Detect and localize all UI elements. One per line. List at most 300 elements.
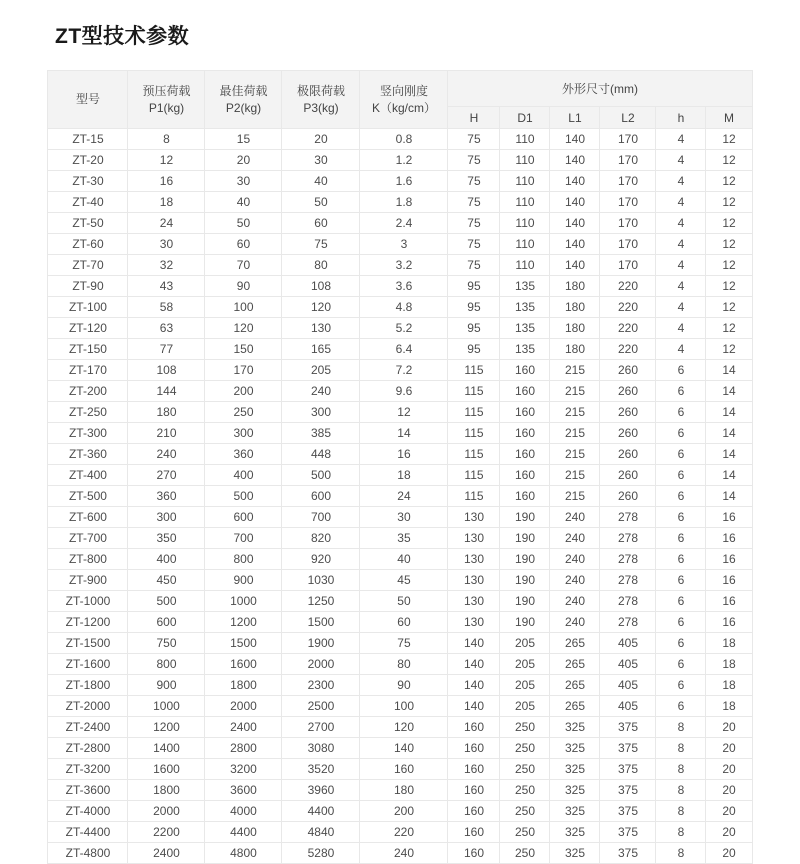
value-cell: 2000 bbox=[205, 696, 282, 717]
header-preload bbox=[128, 71, 205, 129]
value-cell: 4 bbox=[656, 171, 706, 192]
header-best-load-line1: 最佳荷载 bbox=[219, 83, 268, 98]
table-row bbox=[48, 402, 752, 423]
value-cell: 14 bbox=[706, 381, 752, 402]
model-cell: ZT-3600 bbox=[48, 780, 128, 801]
value-cell: 6 bbox=[656, 549, 706, 570]
table-row bbox=[48, 780, 752, 801]
header-model bbox=[48, 71, 128, 129]
value-cell: 18 bbox=[360, 465, 448, 486]
value-cell: 20 bbox=[706, 759, 752, 780]
value-cell: 160 bbox=[500, 465, 550, 486]
header-stiffness-line1: 竖向刚度 bbox=[379, 83, 428, 98]
value-cell: 900 bbox=[128, 675, 205, 696]
value-cell: 170 bbox=[600, 192, 656, 213]
table-row bbox=[48, 192, 752, 213]
value-cell: 250 bbox=[500, 738, 550, 759]
value-cell: 2200 bbox=[128, 822, 205, 843]
header-limit-load bbox=[282, 71, 360, 129]
value-cell: 110 bbox=[500, 171, 550, 192]
model-cell: ZT-360 bbox=[48, 444, 128, 465]
value-cell: 75 bbox=[448, 234, 500, 255]
value-cell: 325 bbox=[550, 843, 600, 864]
value-cell: 6 bbox=[656, 486, 706, 507]
value-cell: 205 bbox=[500, 696, 550, 717]
value-cell: 160 bbox=[500, 444, 550, 465]
value-cell: 170 bbox=[600, 213, 656, 234]
value-cell: 165 bbox=[282, 339, 360, 360]
header-best-load bbox=[205, 71, 282, 129]
model-cell: ZT-1200 bbox=[48, 612, 128, 633]
model-cell: ZT-40 bbox=[48, 192, 128, 213]
value-cell: 240 bbox=[128, 444, 205, 465]
value-cell: 14 bbox=[706, 444, 752, 465]
value-cell: 75 bbox=[448, 129, 500, 150]
value-cell: 400 bbox=[205, 465, 282, 486]
value-cell: 180 bbox=[550, 339, 600, 360]
value-cell: 75 bbox=[448, 255, 500, 276]
value-cell: 75 bbox=[448, 171, 500, 192]
model-cell: ZT-400 bbox=[48, 465, 128, 486]
value-cell: 700 bbox=[282, 507, 360, 528]
header-dimensions: 外形尺寸(mm) bbox=[448, 71, 752, 107]
value-cell: 180 bbox=[360, 780, 448, 801]
value-cell: 6 bbox=[656, 507, 706, 528]
value-cell: 1900 bbox=[282, 633, 360, 654]
table-row bbox=[48, 633, 752, 654]
value-cell: 240 bbox=[550, 570, 600, 591]
value-cell: 8 bbox=[656, 801, 706, 822]
value-cell: 205 bbox=[282, 360, 360, 381]
value-cell: 50 bbox=[360, 591, 448, 612]
value-cell: 140 bbox=[550, 150, 600, 171]
value-cell: 1600 bbox=[128, 759, 205, 780]
value-cell: 108 bbox=[128, 360, 205, 381]
value-cell: 20 bbox=[706, 822, 752, 843]
value-cell: 115 bbox=[448, 465, 500, 486]
value-cell: 43 bbox=[128, 276, 205, 297]
table-row bbox=[48, 801, 752, 822]
value-cell: 600 bbox=[128, 612, 205, 633]
value-cell: 4 bbox=[656, 129, 706, 150]
value-cell: 7.2 bbox=[360, 360, 448, 381]
value-cell: 220 bbox=[600, 339, 656, 360]
value-cell: 2800 bbox=[205, 738, 282, 759]
value-cell: 140 bbox=[550, 192, 600, 213]
value-cell: 190 bbox=[500, 528, 550, 549]
value-cell: 6 bbox=[656, 612, 706, 633]
value-cell: 1200 bbox=[128, 717, 205, 738]
value-cell: 50 bbox=[282, 192, 360, 213]
value-cell: 15 bbox=[205, 129, 282, 150]
value-cell: 135 bbox=[500, 339, 550, 360]
value-cell: 20 bbox=[706, 801, 752, 822]
header-preload-line1: 预压荷载 bbox=[142, 83, 191, 98]
value-cell: 1800 bbox=[205, 675, 282, 696]
value-cell: 24 bbox=[128, 213, 205, 234]
value-cell: 160 bbox=[448, 759, 500, 780]
value-cell: 80 bbox=[360, 654, 448, 675]
value-cell: 32 bbox=[128, 255, 205, 276]
header-model-label: 型号 bbox=[75, 92, 100, 106]
value-cell: 270 bbox=[128, 465, 205, 486]
value-cell: 6 bbox=[656, 654, 706, 675]
value-cell: 405 bbox=[600, 654, 656, 675]
value-cell: 130 bbox=[448, 549, 500, 570]
value-cell: 4 bbox=[656, 255, 706, 276]
model-cell: ZT-500 bbox=[48, 486, 128, 507]
table-row bbox=[48, 612, 752, 633]
value-cell: 3520 bbox=[282, 759, 360, 780]
value-cell: 6 bbox=[656, 465, 706, 486]
value-cell: 278 bbox=[600, 591, 656, 612]
value-cell: 180 bbox=[550, 297, 600, 318]
table-row bbox=[48, 465, 752, 486]
table-row bbox=[48, 276, 752, 297]
table-row bbox=[48, 381, 752, 402]
model-cell: ZT-90 bbox=[48, 276, 128, 297]
value-cell: 140 bbox=[448, 654, 500, 675]
model-cell: ZT-3200 bbox=[48, 759, 128, 780]
value-cell: 30 bbox=[282, 150, 360, 171]
value-cell: 20 bbox=[706, 843, 752, 864]
value-cell: 250 bbox=[205, 402, 282, 423]
model-cell: ZT-1000 bbox=[48, 591, 128, 612]
value-cell: 240 bbox=[550, 549, 600, 570]
value-cell: 450 bbox=[128, 570, 205, 591]
value-cell: 215 bbox=[550, 423, 600, 444]
table-row bbox=[48, 423, 752, 444]
value-cell: 1.8 bbox=[360, 192, 448, 213]
value-cell: 6 bbox=[656, 528, 706, 549]
table-row bbox=[48, 591, 752, 612]
value-cell: 4 bbox=[656, 318, 706, 339]
value-cell: 2400 bbox=[128, 843, 205, 864]
value-cell: 1500 bbox=[282, 612, 360, 633]
model-cell: ZT-70 bbox=[48, 255, 128, 276]
value-cell: 325 bbox=[550, 717, 600, 738]
value-cell: 14 bbox=[706, 402, 752, 423]
value-cell: 130 bbox=[448, 528, 500, 549]
value-cell: 20 bbox=[282, 129, 360, 150]
value-cell: 120 bbox=[205, 318, 282, 339]
value-cell: 325 bbox=[550, 738, 600, 759]
value-cell: 278 bbox=[600, 549, 656, 570]
value-cell: 325 bbox=[550, 780, 600, 801]
value-cell: 250 bbox=[500, 843, 550, 864]
value-cell: 95 bbox=[448, 339, 500, 360]
value-cell: 215 bbox=[550, 381, 600, 402]
value-cell: 240 bbox=[550, 528, 600, 549]
value-cell: 6 bbox=[656, 360, 706, 381]
value-cell: 220 bbox=[360, 822, 448, 843]
value-cell: 6 bbox=[656, 570, 706, 591]
header-best-load-line2: P2(kg) bbox=[225, 100, 262, 115]
value-cell: 35 bbox=[360, 528, 448, 549]
value-cell: 215 bbox=[550, 360, 600, 381]
value-cell: 1000 bbox=[205, 591, 282, 612]
value-cell: 130 bbox=[448, 507, 500, 528]
value-cell: 100 bbox=[205, 297, 282, 318]
value-cell: 50 bbox=[205, 213, 282, 234]
value-cell: 4840 bbox=[282, 822, 360, 843]
value-cell: 600 bbox=[282, 486, 360, 507]
value-cell: 16 bbox=[706, 612, 752, 633]
value-cell: 12 bbox=[706, 255, 752, 276]
value-cell: 40 bbox=[282, 171, 360, 192]
value-cell: 12 bbox=[706, 276, 752, 297]
value-cell: 4 bbox=[656, 192, 706, 213]
value-cell: 95 bbox=[448, 297, 500, 318]
value-cell: 190 bbox=[500, 570, 550, 591]
table-row bbox=[48, 213, 752, 234]
value-cell: 405 bbox=[600, 633, 656, 654]
model-cell: ZT-900 bbox=[48, 570, 128, 591]
value-cell: 30 bbox=[128, 234, 205, 255]
value-cell: 144 bbox=[128, 381, 205, 402]
value-cell: 1600 bbox=[205, 654, 282, 675]
header-stiffness bbox=[360, 71, 448, 129]
value-cell: 18 bbox=[706, 633, 752, 654]
value-cell: 170 bbox=[600, 171, 656, 192]
model-cell: ZT-1500 bbox=[48, 633, 128, 654]
value-cell: 135 bbox=[500, 297, 550, 318]
value-cell: 1000 bbox=[128, 696, 205, 717]
value-cell: 110 bbox=[500, 150, 550, 171]
value-cell: 80 bbox=[282, 255, 360, 276]
value-cell: 20 bbox=[205, 150, 282, 171]
value-cell: 4400 bbox=[205, 822, 282, 843]
value-cell: 110 bbox=[500, 129, 550, 150]
value-cell: 190 bbox=[500, 591, 550, 612]
table-row bbox=[48, 759, 752, 780]
model-cell: ZT-15 bbox=[48, 129, 128, 150]
value-cell: 360 bbox=[205, 444, 282, 465]
value-cell: 820 bbox=[282, 528, 360, 549]
value-cell: 250 bbox=[500, 801, 550, 822]
value-cell: 60 bbox=[360, 612, 448, 633]
value-cell: 215 bbox=[550, 465, 600, 486]
table-row bbox=[48, 507, 752, 528]
value-cell: 75 bbox=[360, 633, 448, 654]
value-cell: 375 bbox=[600, 717, 656, 738]
value-cell: 250 bbox=[500, 759, 550, 780]
table-row bbox=[48, 360, 752, 381]
value-cell: 278 bbox=[600, 528, 656, 549]
value-cell: 12 bbox=[128, 150, 205, 171]
value-cell: 3 bbox=[360, 234, 448, 255]
header-row-1 bbox=[48, 71, 752, 107]
value-cell: 160 bbox=[448, 843, 500, 864]
value-cell: 160 bbox=[448, 717, 500, 738]
value-cell: 260 bbox=[600, 381, 656, 402]
value-cell: 1200 bbox=[205, 612, 282, 633]
value-cell: 900 bbox=[205, 570, 282, 591]
model-cell: ZT-300 bbox=[48, 423, 128, 444]
value-cell: 800 bbox=[205, 549, 282, 570]
value-cell: 325 bbox=[550, 801, 600, 822]
table-row bbox=[48, 822, 752, 843]
value-cell: 4 bbox=[656, 213, 706, 234]
value-cell: 220 bbox=[600, 276, 656, 297]
value-cell: 2000 bbox=[282, 654, 360, 675]
value-cell: 63 bbox=[128, 318, 205, 339]
model-cell: ZT-2000 bbox=[48, 696, 128, 717]
value-cell: 30 bbox=[360, 507, 448, 528]
value-cell: 4 bbox=[656, 339, 706, 360]
value-cell: 140 bbox=[550, 234, 600, 255]
table-row bbox=[48, 444, 752, 465]
value-cell: 8 bbox=[656, 759, 706, 780]
value-cell: 260 bbox=[600, 444, 656, 465]
table-row bbox=[48, 318, 752, 339]
value-cell: 325 bbox=[550, 759, 600, 780]
model-cell: ZT-50 bbox=[48, 213, 128, 234]
value-cell: 40 bbox=[205, 192, 282, 213]
header-dim-D1: D1 bbox=[500, 107, 550, 129]
value-cell: 160 bbox=[500, 402, 550, 423]
value-cell: 405 bbox=[600, 696, 656, 717]
value-cell: 110 bbox=[500, 255, 550, 276]
value-cell: 1.2 bbox=[360, 150, 448, 171]
value-cell: 5280 bbox=[282, 843, 360, 864]
value-cell: 115 bbox=[448, 423, 500, 444]
value-cell: 12 bbox=[706, 339, 752, 360]
value-cell: 300 bbox=[205, 423, 282, 444]
value-cell: 140 bbox=[448, 696, 500, 717]
table-row bbox=[48, 171, 752, 192]
model-cell: ZT-700 bbox=[48, 528, 128, 549]
value-cell: 250 bbox=[500, 780, 550, 801]
value-cell: 300 bbox=[128, 507, 205, 528]
value-cell: 110 bbox=[500, 192, 550, 213]
value-cell: 260 bbox=[600, 360, 656, 381]
value-cell: 215 bbox=[550, 402, 600, 423]
value-cell: 170 bbox=[600, 129, 656, 150]
value-cell: 360 bbox=[128, 486, 205, 507]
value-cell: 1250 bbox=[282, 591, 360, 612]
table-row bbox=[48, 486, 752, 507]
value-cell: 4400 bbox=[282, 801, 360, 822]
value-cell: 160 bbox=[500, 423, 550, 444]
model-cell: ZT-4000 bbox=[48, 801, 128, 822]
value-cell: 14 bbox=[706, 486, 752, 507]
model-cell: ZT-1600 bbox=[48, 654, 128, 675]
header-dim-H: H bbox=[448, 107, 500, 129]
value-cell: 1.6 bbox=[360, 171, 448, 192]
value-cell: 160 bbox=[500, 486, 550, 507]
value-cell: 9.6 bbox=[360, 381, 448, 402]
value-cell: 150 bbox=[205, 339, 282, 360]
value-cell: 130 bbox=[448, 612, 500, 633]
value-cell: 240 bbox=[360, 843, 448, 864]
value-cell: 18 bbox=[706, 696, 752, 717]
value-cell: 95 bbox=[448, 318, 500, 339]
value-cell: 140 bbox=[550, 213, 600, 234]
value-cell: 160 bbox=[448, 801, 500, 822]
value-cell: 8 bbox=[656, 780, 706, 801]
value-cell: 200 bbox=[360, 801, 448, 822]
value-cell: 3080 bbox=[282, 738, 360, 759]
value-cell: 6 bbox=[656, 696, 706, 717]
model-cell: ZT-200 bbox=[48, 381, 128, 402]
value-cell: 180 bbox=[550, 318, 600, 339]
value-cell: 14 bbox=[706, 423, 752, 444]
value-cell: 4 bbox=[656, 150, 706, 171]
value-cell: 4 bbox=[656, 276, 706, 297]
table-row bbox=[48, 696, 752, 717]
model-cell: ZT-4400 bbox=[48, 822, 128, 843]
header-dim-M: M bbox=[706, 107, 752, 129]
table-body bbox=[48, 129, 752, 864]
value-cell: 8 bbox=[656, 717, 706, 738]
value-cell: 140 bbox=[550, 129, 600, 150]
value-cell: 6 bbox=[656, 675, 706, 696]
header-dim-h: h bbox=[656, 107, 706, 129]
value-cell: 115 bbox=[448, 486, 500, 507]
value-cell: 140 bbox=[550, 171, 600, 192]
model-cell: ZT-30 bbox=[48, 171, 128, 192]
value-cell: 278 bbox=[600, 612, 656, 633]
value-cell: 700 bbox=[205, 528, 282, 549]
value-cell: 12 bbox=[706, 150, 752, 171]
value-cell: 16 bbox=[706, 549, 752, 570]
value-cell: 3200 bbox=[205, 759, 282, 780]
value-cell: 240 bbox=[282, 381, 360, 402]
value-cell: 205 bbox=[500, 654, 550, 675]
value-cell: 6 bbox=[656, 402, 706, 423]
value-cell: 205 bbox=[500, 633, 550, 654]
value-cell: 385 bbox=[282, 423, 360, 444]
value-cell: 220 bbox=[600, 297, 656, 318]
value-cell: 14 bbox=[706, 465, 752, 486]
value-cell: 90 bbox=[205, 276, 282, 297]
table-row bbox=[48, 738, 752, 759]
value-cell: 600 bbox=[205, 507, 282, 528]
value-cell: 2.4 bbox=[360, 213, 448, 234]
value-cell: 278 bbox=[600, 570, 656, 591]
model-cell: ZT-20 bbox=[48, 150, 128, 171]
value-cell: 6.4 bbox=[360, 339, 448, 360]
value-cell: 300 bbox=[282, 402, 360, 423]
value-cell: 1800 bbox=[128, 780, 205, 801]
value-cell: 920 bbox=[282, 549, 360, 570]
value-cell: 12 bbox=[706, 213, 752, 234]
value-cell: 130 bbox=[448, 591, 500, 612]
value-cell: 110 bbox=[500, 234, 550, 255]
value-cell: 18 bbox=[706, 654, 752, 675]
value-cell: 20 bbox=[706, 738, 752, 759]
value-cell: 6 bbox=[656, 423, 706, 444]
table-row bbox=[48, 717, 752, 738]
value-cell: 215 bbox=[550, 486, 600, 507]
value-cell: 205 bbox=[500, 675, 550, 696]
value-cell: 1400 bbox=[128, 738, 205, 759]
table-row bbox=[48, 255, 752, 276]
value-cell: 110 bbox=[500, 213, 550, 234]
value-cell: 12 bbox=[706, 234, 752, 255]
model-cell: ZT-2400 bbox=[48, 717, 128, 738]
value-cell: 130 bbox=[448, 570, 500, 591]
value-cell: 12 bbox=[706, 171, 752, 192]
model-cell: ZT-2800 bbox=[48, 738, 128, 759]
value-cell: 16 bbox=[706, 528, 752, 549]
value-cell: 260 bbox=[600, 402, 656, 423]
value-cell: 2500 bbox=[282, 696, 360, 717]
value-cell: 4 bbox=[656, 234, 706, 255]
value-cell: 750 bbox=[128, 633, 205, 654]
value-cell: 375 bbox=[600, 780, 656, 801]
